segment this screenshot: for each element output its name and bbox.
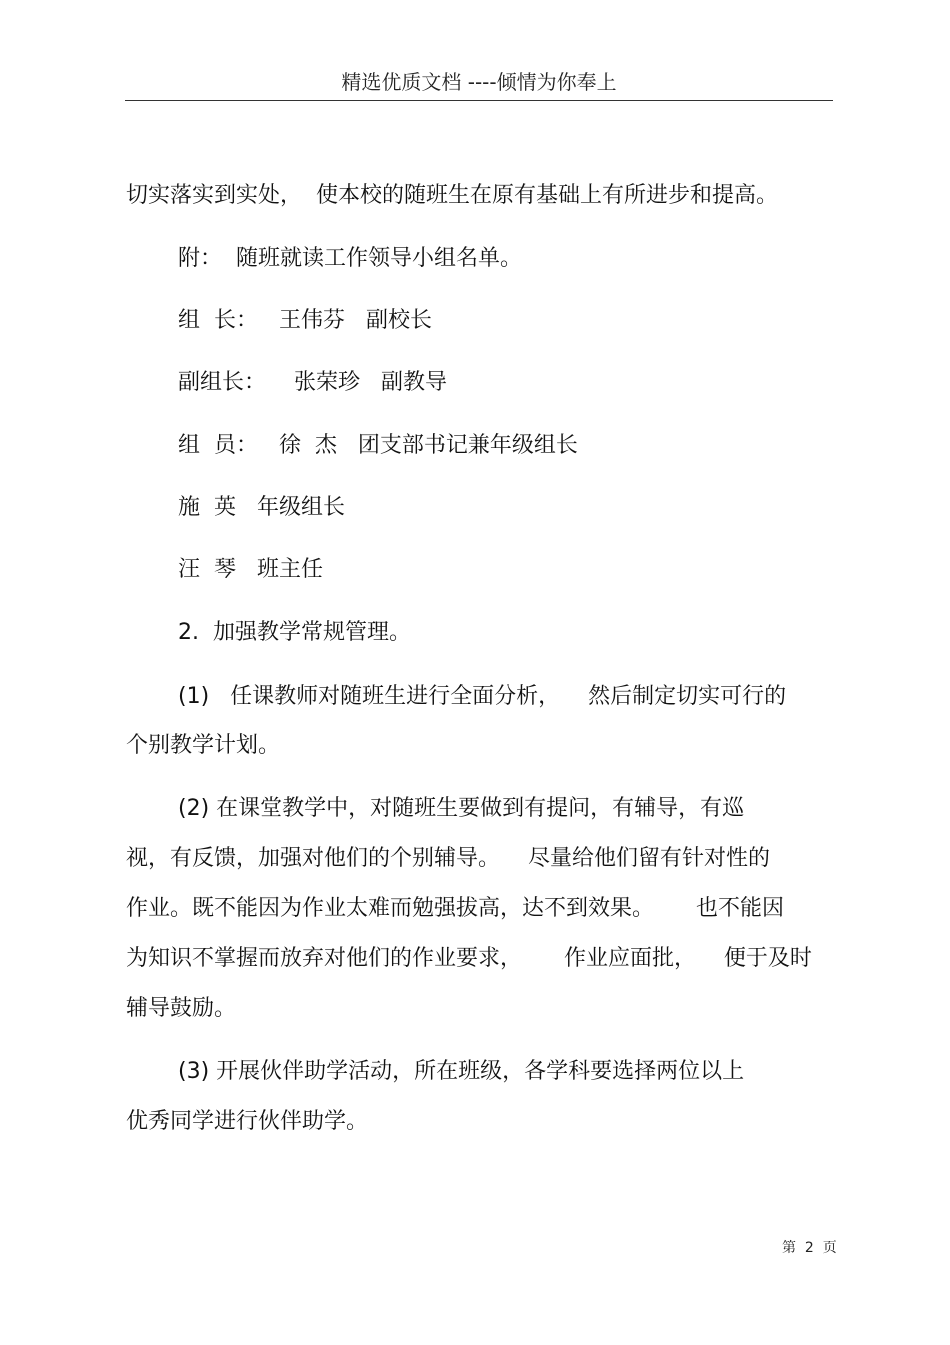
paragraph-line: 2. 加强教学常规管理。: [178, 620, 411, 645]
paragraph-line: 为知识不掌握而放弃对他们的作业要求， 作业应面批， 便于及时: [126, 946, 812, 971]
paragraph-line: (3) 开展伙伴助学活动，所在班级，各学科要选择两位以上: [178, 1059, 745, 1084]
paragraph-line: 汪 琴 班主任: [178, 557, 323, 582]
paragraph-line: 组 长： 王伟芬 副校长: [178, 308, 432, 333]
paragraph-line: 作业。既不能因为作业太难而勉强拔高，达不到效果。 也不能因: [126, 896, 784, 921]
paragraph-line: 切实落实到实处， 使本校的随班生在原有基础上有所进步和提高。: [126, 183, 778, 208]
paragraph-line: 辅导鼓励。: [126, 996, 237, 1021]
paragraph-line: 施 英 年级组长: [178, 495, 345, 520]
page-header: 精选优质文档 ----倾情为你奉上: [341, 70, 617, 94]
paragraph-line: 个别教学计划。: [126, 733, 281, 758]
paragraph-line: 组 员： 徐 杰 团支部书记兼年级组长: [178, 433, 578, 458]
paragraph-line: 副组长： 张荣珍 副教导: [178, 370, 447, 395]
paragraph-line: 优秀同学进行伙伴助学。: [126, 1109, 369, 1134]
paragraph-line: 附： 随班就读工作领导小组名单。: [178, 246, 522, 271]
paragraph-line: (2) 在课堂教学中，对随班生要做到有提问，有辅导，有巡: [178, 796, 745, 821]
paragraph-line: 视，有反馈，加强对他们的个别辅导。 尽量给他们留有针对性的: [126, 846, 770, 871]
paragraph-line: (1) 任课教师对随班生进行全面分析， 然后制定切实可行的: [178, 684, 787, 709]
page-number: 第 2 页: [782, 1240, 837, 1256]
header-divider: [125, 100, 833, 101]
